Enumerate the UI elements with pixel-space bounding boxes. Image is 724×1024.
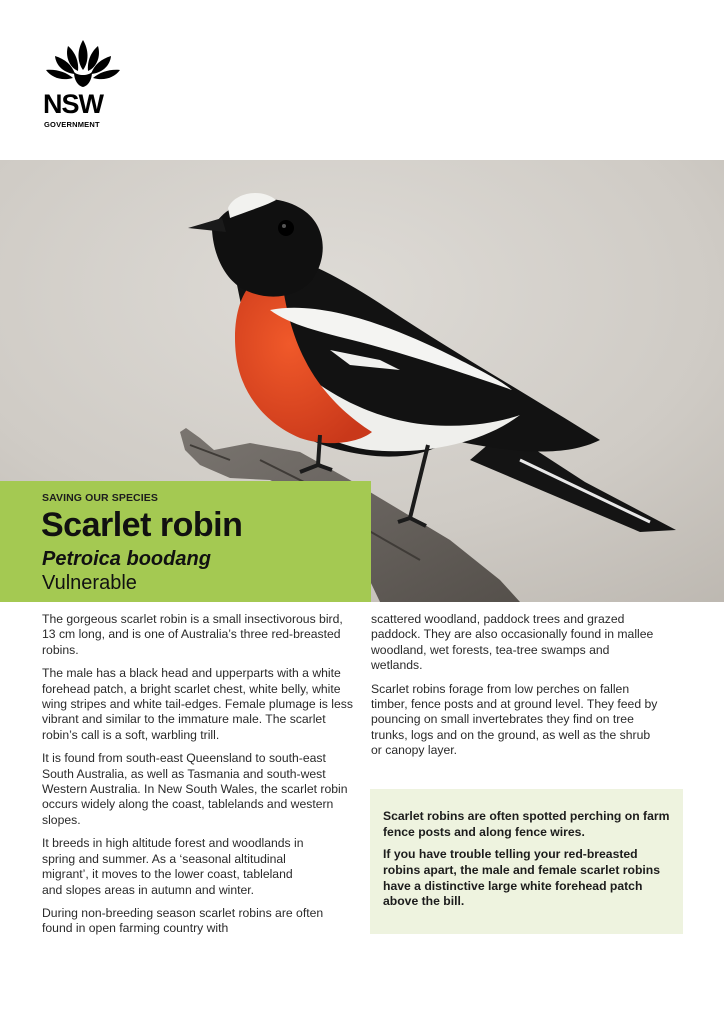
callout-paragraph: If you have trouble telling your red-breasted robins apart, the male and female scarlet robins have a distinctive large white forehead patch above the bill. (383, 847, 661, 909)
paragraph: Scarlet robins forage from low perches on fallen timber, fence posts and at ground level. They feed by pouncing on small invertebrates they find on tree trunks, logs and on the ground, as well as the shrub or canopy layer. (371, 681, 658, 758)
callout-paragraph: Scarlet robins are often spotted perching on farm fence posts and along fence wires. (383, 809, 670, 839)
paragraph: The gorgeous scarlet robin is a small insectivorous bird, 13 cm long, and is one of Australia’s three red-breasted robins. (42, 612, 343, 657)
paragraph: The male has a black head and upperparts with a white forehead patch, a bright scarlet chest, white belly, white wing stripes and white tail-edges. Female plumage is less vibrant and similar to the immature male. The scarlet robin’s call is a soft, warbling trill. (42, 666, 353, 742)
nsw-government-logo (40, 40, 124, 132)
body-column-1 (42, 612, 354, 945)
section-kicker: SAVING OUR SPECIES (42, 492, 158, 504)
paragraph: It is found from south-east Queensland to south-east South Australia, as well as Tasmania and south-west Western Australia. In New South Wales, the scarlet robin occurs widely along the coast, tablelands and western slopes. (42, 751, 348, 827)
scientific-name: Petroica boodang (42, 548, 211, 570)
conservation-status: Vulnerable (42, 572, 137, 594)
paragraph: It breeds in high altitude forest and woodlands in spring and summer. As a ‘seasonal altitudinal migrant’, it moves to the lower coast, tableland and slopes areas in autumn and winter. (42, 836, 304, 897)
body-column-2 (371, 612, 661, 767)
callout-box (370, 789, 683, 934)
page-title: Scarlet robin (41, 506, 243, 544)
waratah-icon (44, 40, 122, 88)
nsw-wordmark: NSW (43, 89, 103, 119)
paragraph: scattered woodland, paddock trees and grazed paddock. They are also occasionally found in mallee woodland, wet forests, tea-tree swamps and wetlands. (371, 612, 654, 673)
title-banner (0, 481, 371, 602)
paragraph: During non-breeding season scarlet robins are often found in open farming country with (42, 905, 324, 936)
government-wordmark: GOVERNMENT (44, 120, 100, 129)
